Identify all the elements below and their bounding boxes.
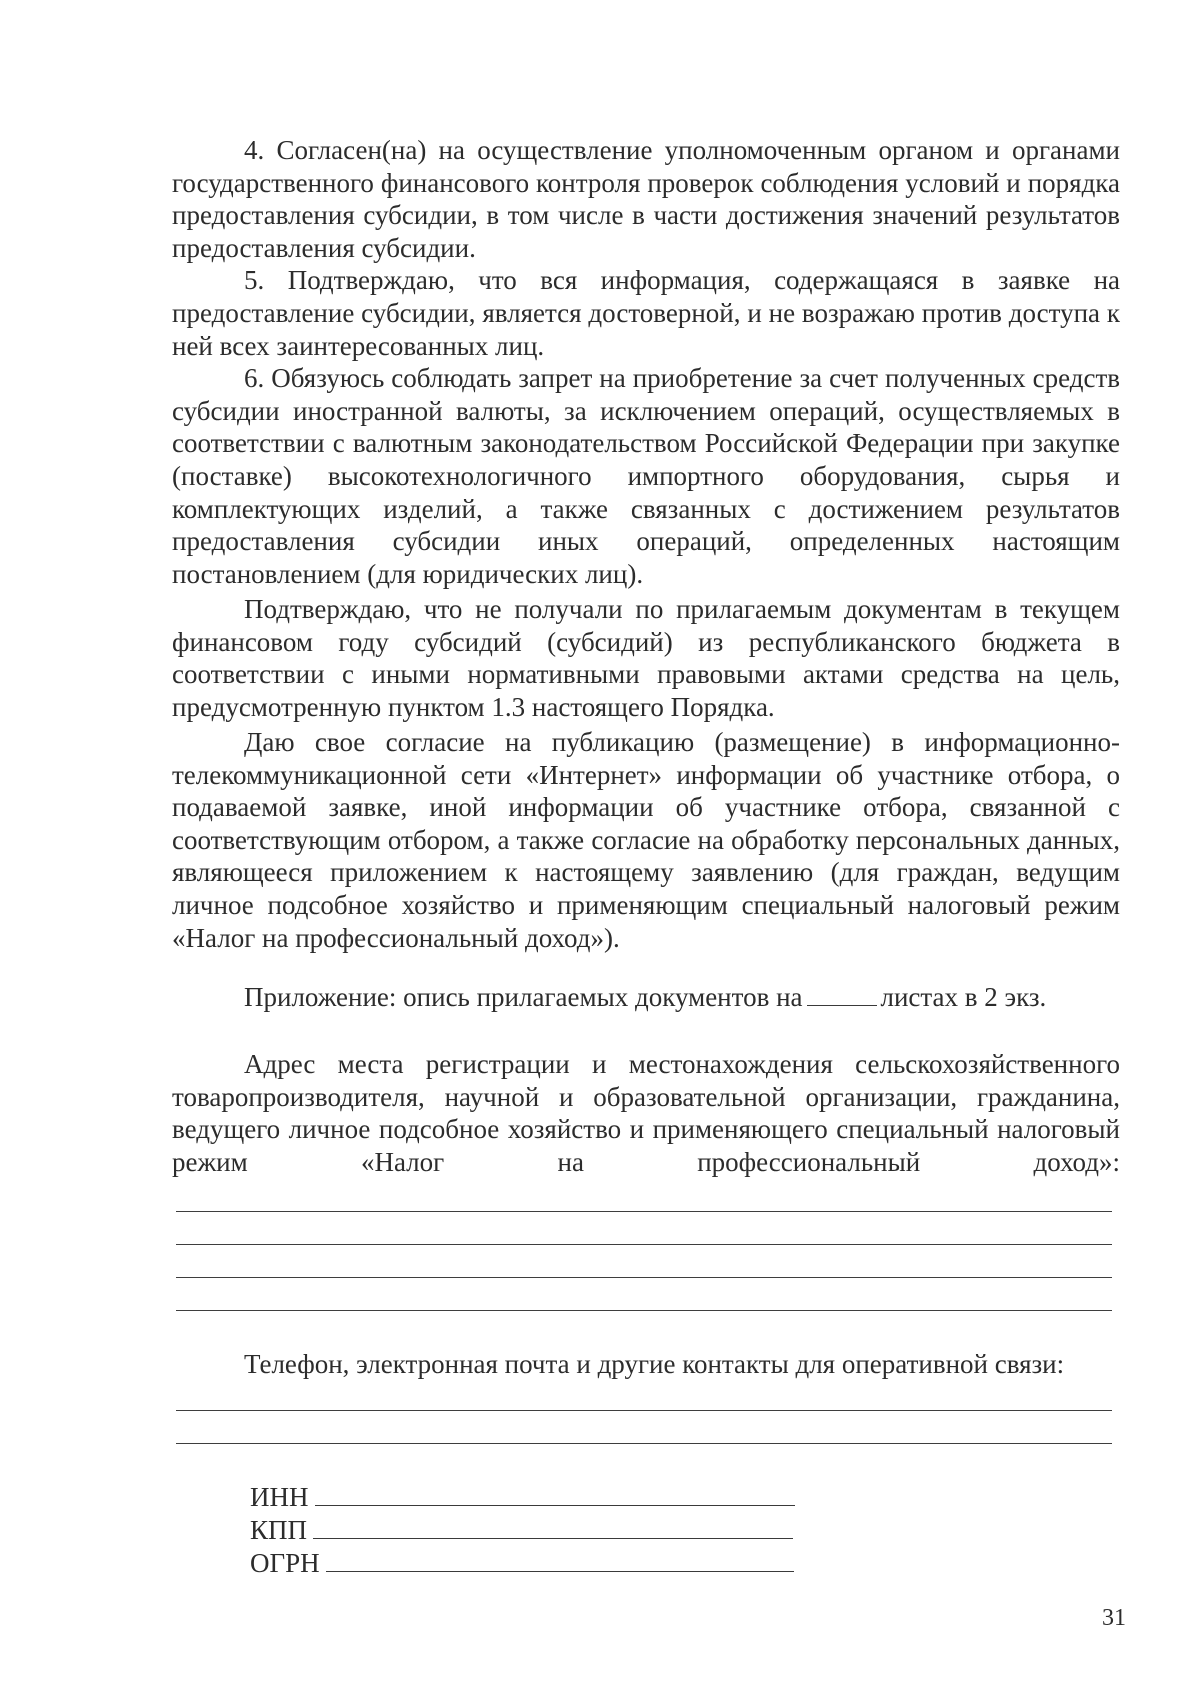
paragraph-5: 5. Подтверждаю, что вся информация, содержащаяся в заявке на предоставление субсидии, является достоверной, и не возражаю против доступа к ней всех заинтересованных лиц.: [172, 265, 1120, 361]
appendix-suffix: листах в 2 экз.: [880, 982, 1047, 1012]
inn-label: ИНН: [250, 1482, 309, 1512]
kpp-label: КПП: [250, 1515, 308, 1545]
paragraph-confirm: Подтверждаю, что не получали по прилагаемым документам в текущем финансовом году субсидий (субсидий) из республиканского бюджета в соответствии с иными нормативными правовыми актами средства на цель, предусмотренную пунктом 1.3 настоящего Порядка.: [172, 594, 1120, 722]
numbered-paragraphs: [172, 134, 1120, 590]
contacts-fill-line-1[interactable]: [176, 1410, 1112, 1411]
address-fill-line-1[interactable]: [176, 1211, 1112, 1212]
contacts-block: [172, 1348, 1120, 1381]
paragraph-4: 4. Согласен(на) на осуществление уполномоченным органом и органами государственного финансового контроля проверок соблюдения условий и порядка предоставления субсидии, в том числе в части достижения значений результатов предоставления субсидии.: [172, 135, 1120, 263]
consent-paragraph-block: [172, 726, 1120, 954]
address-fill-line-3[interactable]: [176, 1277, 1112, 1278]
paragraph-6: 6. Обязуюсь соблюдать запрет на приобретение за счет полученных средств субсидии иностранной валюты, за исключением операций, осуществляемых в соответствии с валютным законодательством Российской Федерации при закупке (поставке) высокотехнологичного импортного оборудования, сырья и комплектующих изделий, а также связанных с достижением результатов предоставления субсидии иных операций, определенных настоящим постановлением (для юридических лиц).: [172, 363, 1120, 589]
ogrn-fill-line[interactable]: [326, 1549, 794, 1572]
address-fill-line-4[interactable]: [176, 1310, 1112, 1311]
appendix-sheets-blank[interactable]: [807, 983, 877, 1006]
appendix-line: [244, 981, 1046, 1013]
ogrn-row: [250, 1547, 794, 1579]
address-fill-line-2[interactable]: [176, 1244, 1112, 1245]
contacts-fill-line-2[interactable]: [176, 1443, 1112, 1444]
kpp-row: [250, 1514, 793, 1546]
inn-fill-line[interactable]: [315, 1483, 795, 1506]
paragraph-consent: Даю свое согласие на публикацию (размещение) в информационно-телекоммуникационной сети «Интернет» информации об участнике отбора, о подаваемой заявке, иной информации об участнике отбора, связанной с соответствующим отбором, а также согласие на обработку персональных данных, являющееся приложением к настоящему заявлению (для граждан, ведущим личное подсобное хозяйство и применяющим специальный налоговый режим «Налог на профессиональный доход»).: [172, 727, 1120, 953]
address-block: [172, 1048, 1120, 1178]
contacts-label: Телефон, электронная почта и другие контакты для оперативной связи:: [244, 1349, 1065, 1379]
kpp-fill-line[interactable]: [313, 1516, 793, 1539]
ogrn-label: ОГРН: [250, 1548, 320, 1578]
inn-row: [250, 1481, 795, 1513]
appendix-prefix: Приложение: опись прилагаемых документов на: [244, 982, 803, 1012]
confirmation-paragraph-block: [172, 593, 1120, 723]
page-number: 31: [1102, 1605, 1126, 1631]
address-label: Адрес места регистрации и местонахождения сельскохозяйственного товаропроизводителя, научной и образовательной организации, гражданина, ведущего личное подсобное хозяйство и применяющего специальный налоговый режим «Налог на профессиональный доход»:: [172, 1049, 1120, 1177]
